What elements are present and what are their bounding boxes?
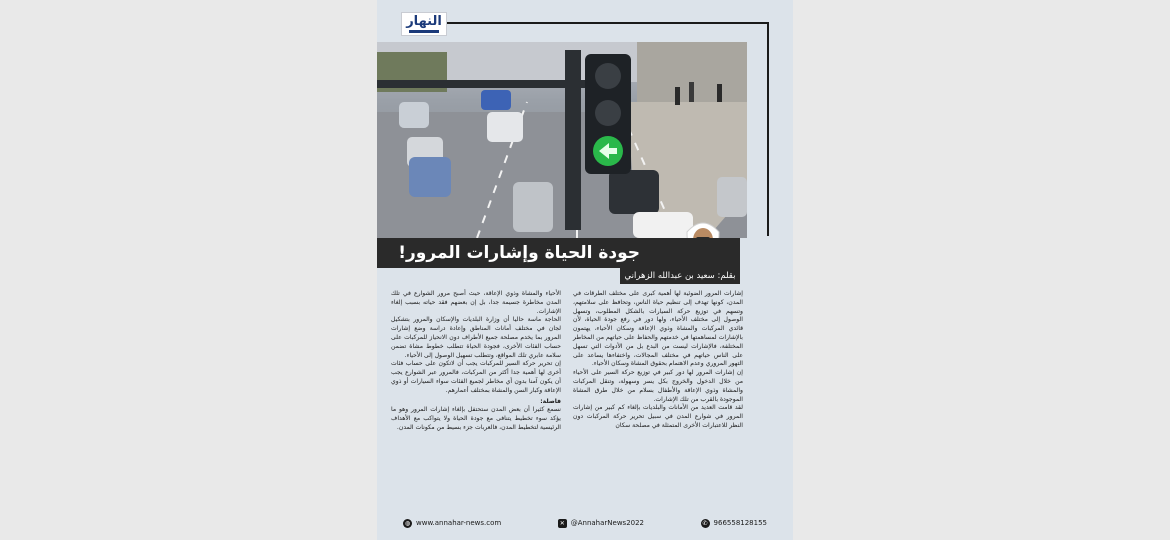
newspaper-logo: [401, 12, 447, 36]
byline-band: [620, 268, 740, 284]
article-body: [391, 290, 743, 512]
paragraph: لقد قامت العديد من الأمانات والبلديات بإلغاء كم كبير من إشارات المرور في شوارع المدن في سبيل تحرير حركة المركبات دون النظر للاعتبارات الأخرى المتمثلة في مصلحة سكان: [573, 404, 743, 429]
article-column-right: [573, 290, 743, 431]
frame-line: [447, 22, 769, 24]
footer-website[interactable]: [403, 519, 501, 528]
footer-phone[interactable]: [701, 519, 767, 528]
closing-heading: فاصلة:: [540, 397, 561, 405]
paragraph: إن تحرير حركة السير للمركبات يجب أن لاتكون على حساب فئات أخرى لها أهمية جدا أكثر من المركبات، فالمرور عبر الشوارع يجب أن يكون آمنا بدون أي مخاطر لجميع الفئات سواء السيارات أو ذوي الإعاقة وكبار السن والمشاة بمختلف أعمارهم.: [391, 360, 561, 394]
globe-icon: ◍: [404, 519, 411, 527]
website-text[interactable]: www.annahar-news.com: [416, 519, 502, 527]
frame-line: [767, 22, 769, 236]
whatsapp-icon: ✆: [702, 519, 708, 527]
paragraph: إن إشارات المرور لها دور كبير في توزيع حركة السير على الأحياء من خلال الدخول والخروج بكل يسر وسهولة، وتنقل المركبات والمشاة وذوي الإعاقة والأطفال بسلام من خلال طرق المشاة الموجودة بالقرب من تلك الإشارات.: [573, 369, 743, 403]
paragraph: الحاجة ماسة حاليا أن وزارة البلديات والإسكان والمرور بتشكيل لجان في مختلف أمانات المناطق وإعادة دراسة وضع إشارات المرور بما يخدم مصلحة جميع الأطراف دون الانحياز للمركبات على حساب الفئات الأخرى، فجودة الحياة تتطلب خطوط مشاة تضمن سلامة عابري تلك المواقع، وتتطلب تسهيل الوصول إلى الأحياء.: [391, 316, 561, 359]
x-logo-icon: ✕: [559, 519, 565, 527]
logo-text: النهار: [406, 14, 442, 29]
social-handle[interactable]: @AnnaharNews2022: [570, 519, 645, 527]
logo-underline: [409, 30, 439, 33]
closing-paragraph: نسمع كثيرا أن بعض المدن ستحتفل بإلغاء إشارات المرور وهو ما يؤكد سوء تخطيط يتنافى مع جودة الحياة ولا يتواكب مع الأهداف الرئيسية لتخطيط المدن، فالعربات جزء بسيط من مكونات المدن.: [391, 406, 561, 431]
newspaper-page: [377, 0, 793, 540]
page-footer: [377, 514, 793, 532]
article-column-left: [391, 290, 561, 433]
article-author: بقلم: سعيد بن عبدالله الزهراني: [624, 271, 736, 281]
paragraph: الأحياء والمشاة وذوي الإعاقة، حيث أصبح مرور الشوارع في تلك المدن مخاطرة جسيمة جدا، بل إن بعضهم فقد حياته بسبب إلغاء الإشارات.: [391, 290, 561, 315]
traffic-scene-illustration: [377, 42, 747, 238]
article-title: جودة الحياة وإشارات المرور!: [398, 243, 640, 263]
headline-band: [377, 238, 740, 268]
paragraph: إشارات المرور الضوئية لها أهمية كبرى على مختلف الطرقات في المدن، كونها تهدف إلى تنظيم حياة الناس، وتحافظ على سلامتهم، وتسهم في توزيع حركة السيارات بالشكل المطلوب، وتسهل الوصول إلى مختلف الأحياء، ولها دور في رفع جودة الحياة، لأن قائدي المركبات والمشاة وذوي الإعاقة وسكان الأحياء، يهتمون بالإشارات لمساهمتها في خدمتهم والحفاظ على حياتهم من المخاطر المختلفة، فالإشارات ليست من البدع بل من الأدوات التي تسهل على الناس حياتهم في مختلف المجالات، واختفاءها يساعد على التهور المروري وعدم الاهتمام بحقوق المشاة وسكان الأحياء.: [573, 290, 743, 368]
phone-number[interactable]: 966558128155: [713, 519, 767, 527]
traffic-light-photo: [377, 42, 747, 238]
footer-social[interactable]: [558, 519, 644, 528]
